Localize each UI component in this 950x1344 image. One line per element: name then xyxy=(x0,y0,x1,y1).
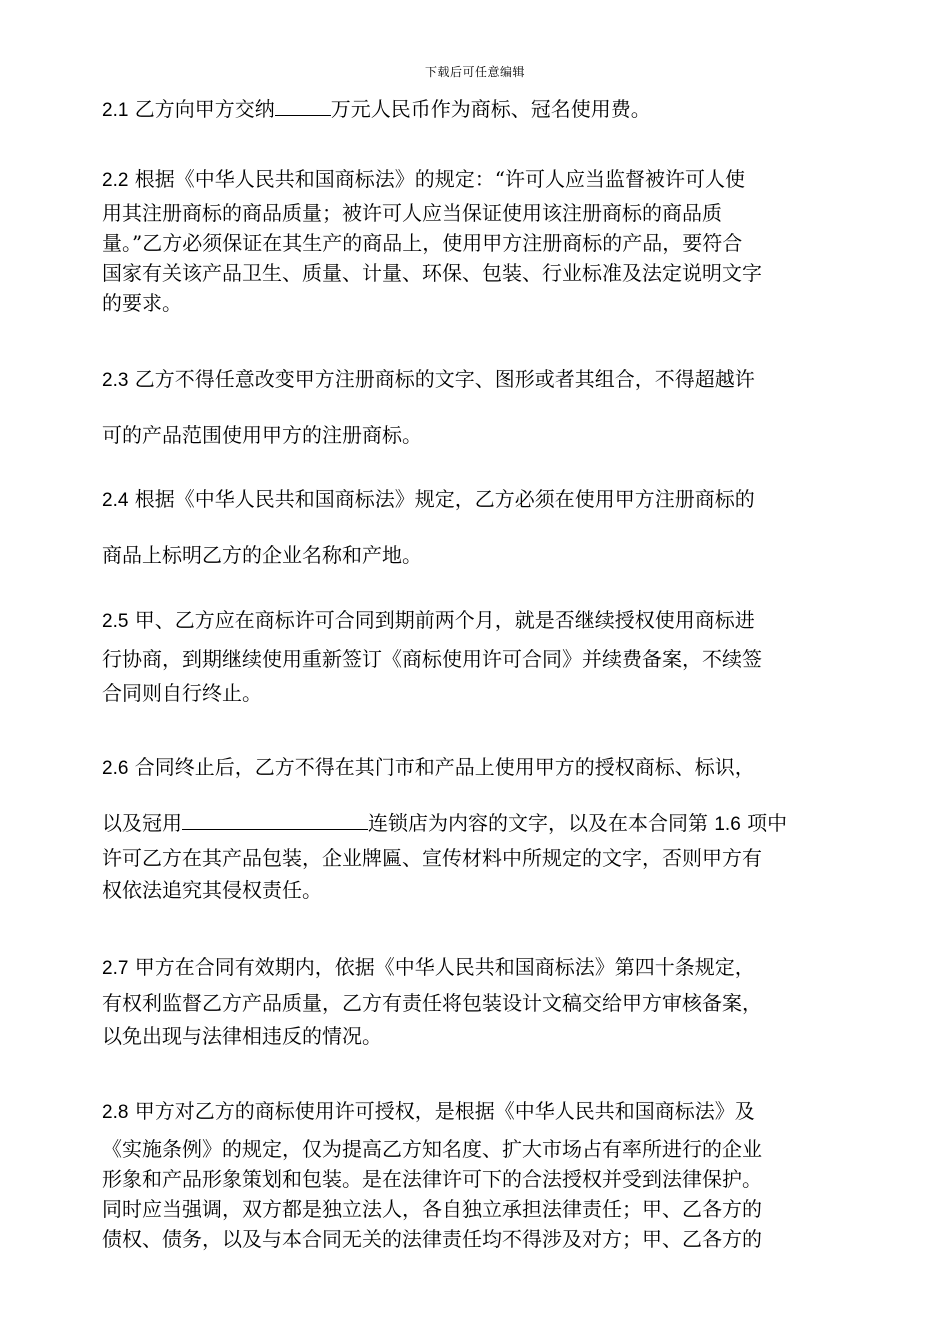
clause-line: 债权、债务，以及与本合同无关的法律责任均不得涉及对方；甲、乙各方的 xyxy=(102,1227,762,1251)
clause-line xyxy=(102,364,755,396)
clause-2-6 xyxy=(102,752,787,905)
clause-number: 2.3 xyxy=(102,370,129,391)
clause-line xyxy=(102,808,787,840)
clause-line: 可的产品范围使用甲方的注册商标。 xyxy=(102,423,422,447)
clause-line: 许可乙方在其产品包装，企业牌匾、宣传材料中所规定的文字，否则甲方有 xyxy=(102,846,762,870)
clause-reference: 1.6 xyxy=(714,814,741,835)
clause-text: 以及冠用 xyxy=(102,811,182,835)
clause-line xyxy=(102,952,762,984)
clause-text: 项中 xyxy=(740,811,788,835)
clause-number: 2.5 xyxy=(102,611,129,632)
clause-text: 甲方对乙方的商标使用许可授权，是根据《中华人民共和国商标法》及 xyxy=(128,1099,755,1123)
clause-text: 万元人民币作为商标、冠名使用费。 xyxy=(330,97,651,121)
clause-text: 合同终止后，乙方不得在其门市和产品上使用甲方的授权商标、标识， xyxy=(128,755,755,779)
clause-line: 国家有关该产品卫生、质量、计量、环保、包装、行业标准及法定说明文字 xyxy=(102,261,762,285)
clause-number: 2.2 xyxy=(102,170,129,191)
page-header: 下载后可任意编辑 xyxy=(424,65,525,79)
clause-line xyxy=(102,605,762,637)
clause-line: 量。”乙方必须保证在其生产的商品上，使用甲方注册商标的产品，要符合 xyxy=(102,231,743,255)
clause-2-8 xyxy=(102,1096,762,1254)
clause-line: 权依法追究其侵权责任。 xyxy=(102,878,322,902)
clause-2-2 xyxy=(102,164,762,318)
clause-line xyxy=(102,752,787,784)
clause-line xyxy=(102,164,762,196)
clause-2-7 xyxy=(102,952,762,1051)
clause-line: 行协商，到期继续使用重新签订《商标使用许可合同》并续费备案，不续签 xyxy=(102,647,762,671)
clause-number: 2.6 xyxy=(102,758,129,779)
clause-text: 连锁店为内容的文字，以及在本合同第 xyxy=(368,811,715,835)
clause-2-4 xyxy=(102,484,755,570)
clause-line xyxy=(102,1096,762,1128)
clause-text: 根据《中华人民共和国商标法》的规定：“许可人应当监督被许可人使 xyxy=(128,167,746,191)
clause-text: 甲、乙方应在商标许可合同到期前两个月，就是否继续授权使用商标进 xyxy=(128,608,755,632)
store-name-blank xyxy=(182,811,368,830)
clause-line: 的要求。 xyxy=(102,291,182,315)
clause-line xyxy=(102,484,755,516)
clause-text: 甲方在合同有效期内，依据《中华人民共和国商标法》第四十条规定， xyxy=(128,955,755,979)
clause-number: 2.1 xyxy=(102,100,129,121)
clause-line: 合同则自行终止。 xyxy=(102,681,262,705)
clause-line: 以免出现与法律相违反的情况。 xyxy=(102,1024,382,1048)
clause-line xyxy=(102,94,651,126)
clause-number: 2.8 xyxy=(102,1102,129,1123)
clause-2-1 xyxy=(102,94,651,126)
clause-line: 形象和产品形象策划和包装。是在法律许可下的合法授权并受到法律保护。 xyxy=(102,1167,762,1191)
clause-number: 2.7 xyxy=(102,958,129,979)
clause-text: 乙方不得任意改变甲方注册商标的文字、图形或者其组合，不得超越许 xyxy=(128,367,755,391)
clause-line: 《实施条例》的规定，仅为提高乙方知名度、扩大市场占有率所进行的企业 xyxy=(102,1137,762,1161)
fee-blank xyxy=(275,97,331,116)
clause-line: 商品上标明乙方的企业名称和产地。 xyxy=(102,543,422,567)
clause-line: 同时应当强调，双方都是独立法人，各自独立承担法律责任；甲、乙各方的 xyxy=(102,1197,762,1221)
clause-text: 根据《中华人民共和国商标法》规定，乙方必须在使用甲方注册商标的 xyxy=(128,487,755,511)
clause-number: 2.4 xyxy=(102,490,129,511)
clause-2-3 xyxy=(102,364,755,450)
clause-text: 乙方向甲方交纳 xyxy=(128,97,275,121)
clause-line: 用其注册商标的商品质量；被许可人应当保证使用该注册商标的商品质 xyxy=(102,201,722,225)
clause-2-5 xyxy=(102,605,762,708)
clause-line: 有权利监督乙方产品质量，乙方有责任将包装设计文稿交给甲方审核备案， xyxy=(102,991,762,1015)
